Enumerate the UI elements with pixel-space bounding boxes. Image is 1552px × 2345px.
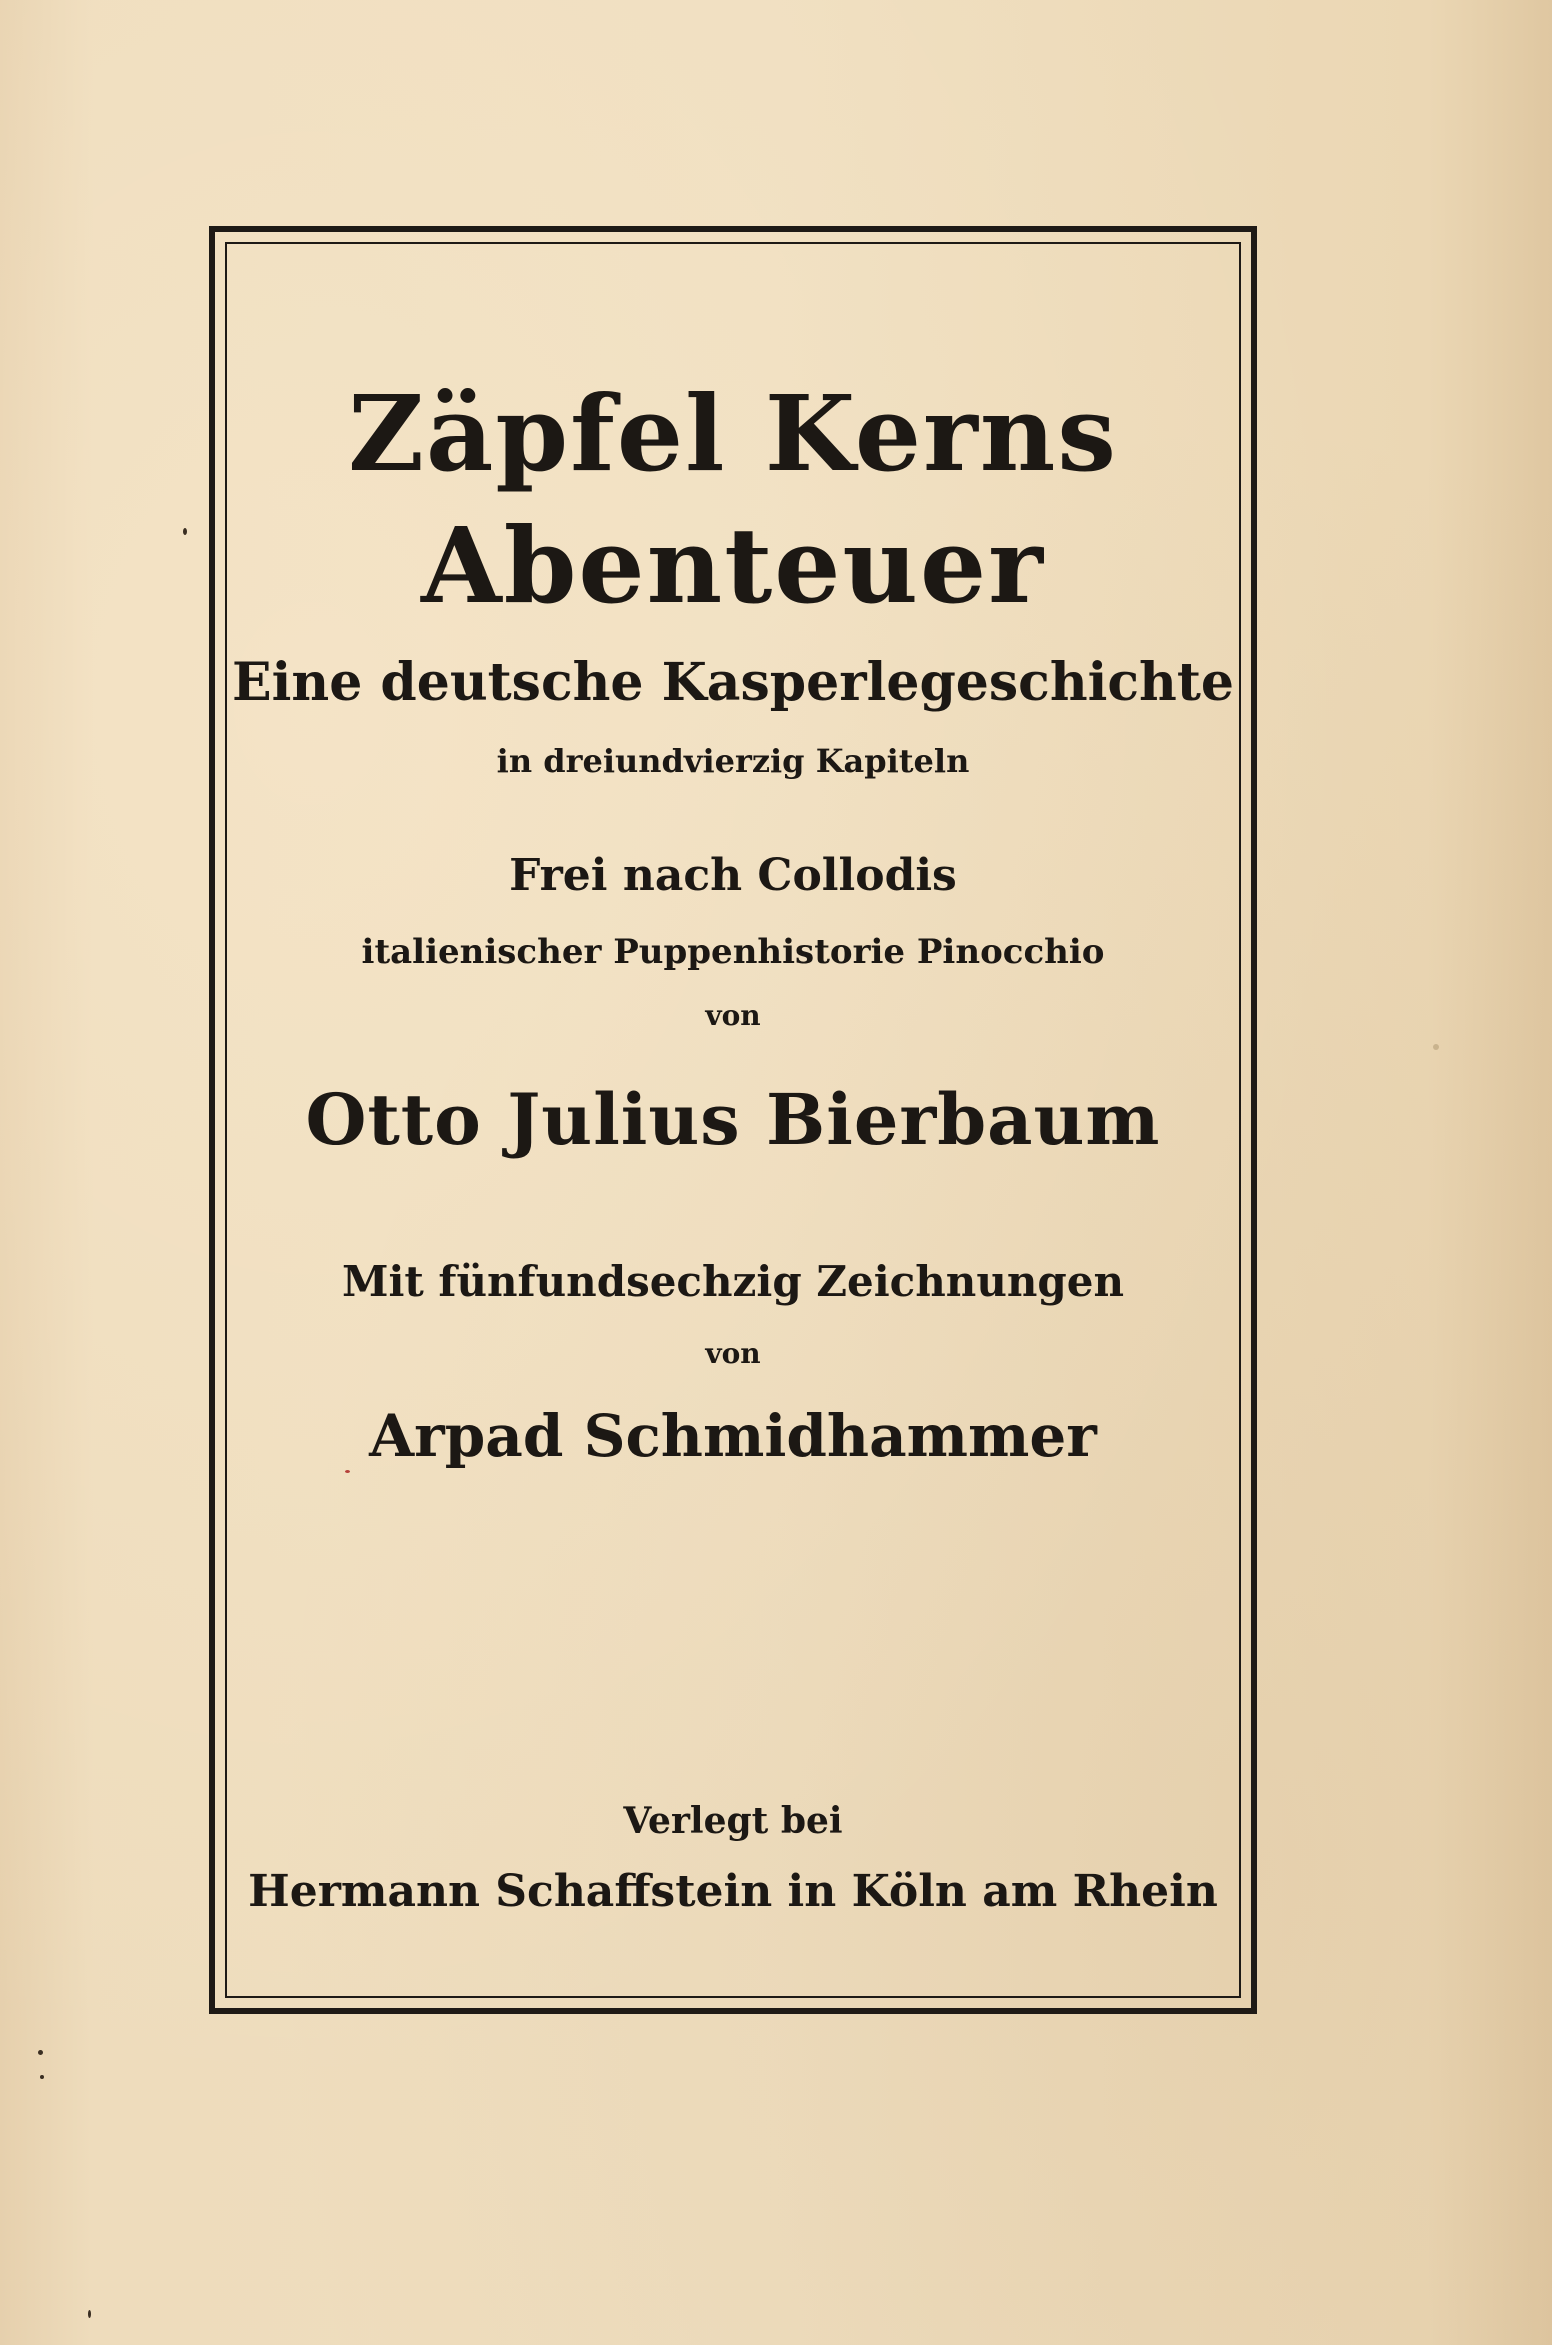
book-title-line-1: Zäpfel Kerns [348,372,1118,495]
source-line-1: Frei nach Collodis [509,850,957,901]
book-title-line-2: Abenteuer [421,504,1045,627]
paper-speck [88,2310,91,2318]
paper-speck [183,528,187,535]
title-border-frame [209,226,1257,2014]
paper-speck [38,2050,43,2055]
publisher-name: Hermann Schaffstein in Köln am Rhein [248,1866,1218,1917]
by-label-illustrator: von [705,1337,761,1370]
paper-speck [1433,1044,1439,1050]
by-label-author: von [705,999,761,1032]
source-line-2: italienischer Puppenhistorie Pinocchio [361,932,1105,972]
author-name: Otto Julius Bierbaum [305,1078,1161,1161]
paper-speck [40,2075,44,2079]
publisher-label: Verlegt bei [623,1800,843,1842]
illustrations-note: Mit fünfundsechzig Zeichnungen [341,1257,1125,1306]
illustrator-name: Arpad Schmidhammer [369,1402,1097,1470]
book-subtitle: Eine deutsche Kasperlegeschichte [232,652,1234,713]
chapter-count: in dreiundvierzig Kapiteln [496,742,970,780]
